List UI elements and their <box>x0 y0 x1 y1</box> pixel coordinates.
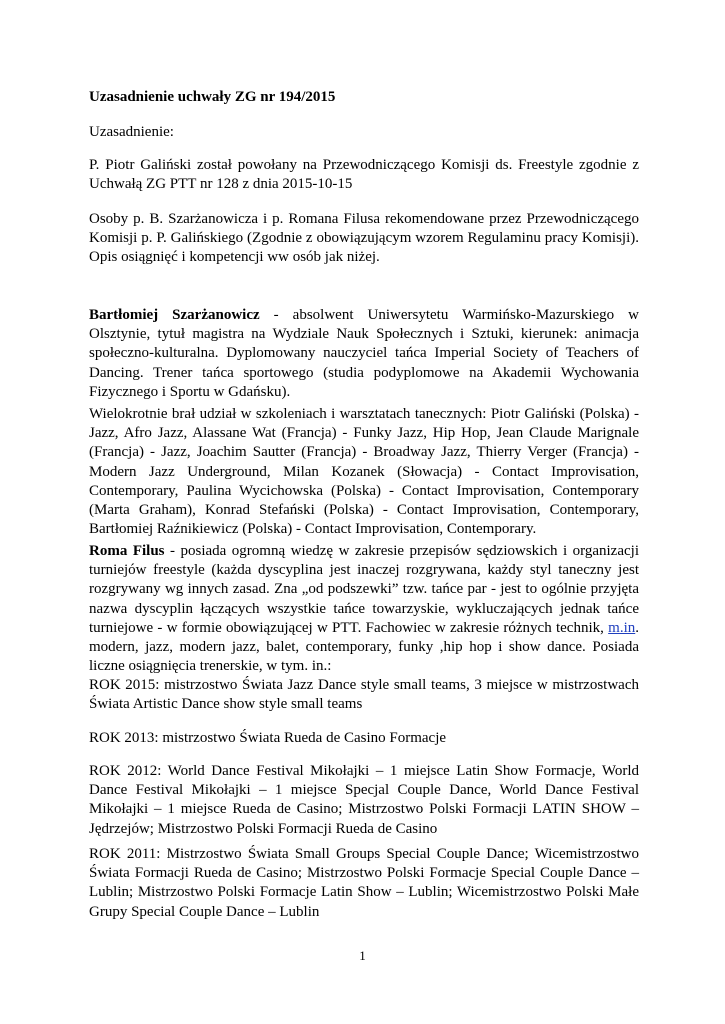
paragraph-rok-2015: ROK 2015: mistrzostwo Świata Jazz Dance style small teams, 3 miejsce w mistrzostwach Świata Artistic Dance show style small teams <box>89 677 639 713</box>
heading: Uzasadnienie: <box>89 124 174 140</box>
paragraph-appointment: P. Piotr Galiński został powołany na Przewodniczącego Komisji ds. Freestyle zgodnie z Uchwałą ZG PTT nr 128 z dnia 2015-10-15 <box>89 157 639 193</box>
roma-name: Roma Filus <box>89 543 165 559</box>
roma-text-before-link: - posiada ogromną wiedzę w zakresie przepisów sędziowskich i organizacji turniejów freestyle (każda dyscyplina jest inaczej rozgrywana, każdy styl taneczny jest rozgrywany wg innych zasad. Zna „od podszewki” tzw. tańce par - jest to ogólnie przyjęta nazwa dyscyplin łączących wszystkie tańce towarzyskie, wykluczających jednak tańce turniejowe - w formie obowiązującej w PTT. Fachowiec w zakresie różnych technik, <box>89 543 639 636</box>
paragraph-roma <box>89 542 639 676</box>
paragraph-rok-2012: ROK 2012: World Dance Festival Mikołajki – 1 miejsce Latin Show Formacje, World Dance Festival Mikołajki – 1 miejsce Specjal Couple Dance, World Dance Festival Mikołajki – 1 miejsce Rueda de Casino; Mistrzostwo Polski Formacji LATIN SHOW – Jędrzejów; Mistrzostwo Polski Formacji Rueda de Casino <box>89 763 639 837</box>
paragraph-workshops: Wielokrotnie brał udział w szkoleniach i warsztatach tanecznych: Piotr Galiński (Polska) - Jazz, Afro Jazz, Alassane Wat (Francja) - Funky Jazz, Hip Hop, Jean Claude Marignale (Francja) - Jazz, Joachim Sautter (Francja) - Broadway Jazz, Thierry Verger (Francja) - Modern Jazz Underground, Milan Kozanek (Słowacja) - Contact Improvisation, Contemporary, Paulina Wycichowska (Polska) - Contact Improvisation, Contemporary (Marta Graham), Konrad Stefański (Polska) - Contact Improvisation, Contemporary, Bartłomiej Raźnikiewicz (Polska) - Contact Improvisation, Contemporary. <box>89 406 639 538</box>
paragraph-rok-2011: ROK 2011: Mistrzostwo Świata Small Groups Special Couple Dance; Wicemistrzostwo Świata Formacji Rueda de Casino; Mistrzostwo Polski Formacje Special Couple Dance – Lublin; Mistrzostwo Polski Formacje Latin Show – Lublin; Wicemistrzostwo Polski Małe Grupy Special Couple Dance – Lublin <box>89 846 639 920</box>
paragraph-rok-2013: ROK 2013: mistrzostwo Świata Rueda de Casino Formacje <box>89 730 447 746</box>
bartlomiej-text: - absolwent Uniwersytetu Warmińsko-Mazurskiego w Olsztynie, tytuł magistra na Wydziale Nauk Społecznych i Sztuki, kierunek: animacja społeczno-kulturalna. Dyplomowany nauczyciel tańca Imperial Society of Teachers of Dancing. Trener tańca sportowego (studia podyplomowe na Akademii Wychowania Fizycznego i Sportu w Gdańsku). <box>89 307 639 400</box>
page-number: 1 <box>359 948 366 963</box>
paragraph-recommendation: Osoby p. B. Szarżanowicza i p. Romana Filusa rekomendowane przez Przewodniczącego Komisji p. P. Galińskiego (Zgodnie z obowiązującym wzorem Regulaminu pracy Komisji). Opis osiągnięć i kompetencji ww osób jak niżej. <box>89 211 639 266</box>
roma-text-after-link: . modern, jazz, modern jazz, balet, contemporary, funky ,hip hop i show dance. Posiada liczne osiągnięcia trenerskie, w tym. in.: <box>89 619 639 675</box>
document-title <box>89 88 639 107</box>
title-text: Uzasadnienie uchwały ZG nr 194/2015 <box>89 89 336 105</box>
min-link[interactable]: m.in <box>608 619 636 636</box>
bartlomiej-name: Bartłomiej Szarżanowicz <box>89 307 260 323</box>
paragraph-bartlomiej <box>89 306 639 402</box>
